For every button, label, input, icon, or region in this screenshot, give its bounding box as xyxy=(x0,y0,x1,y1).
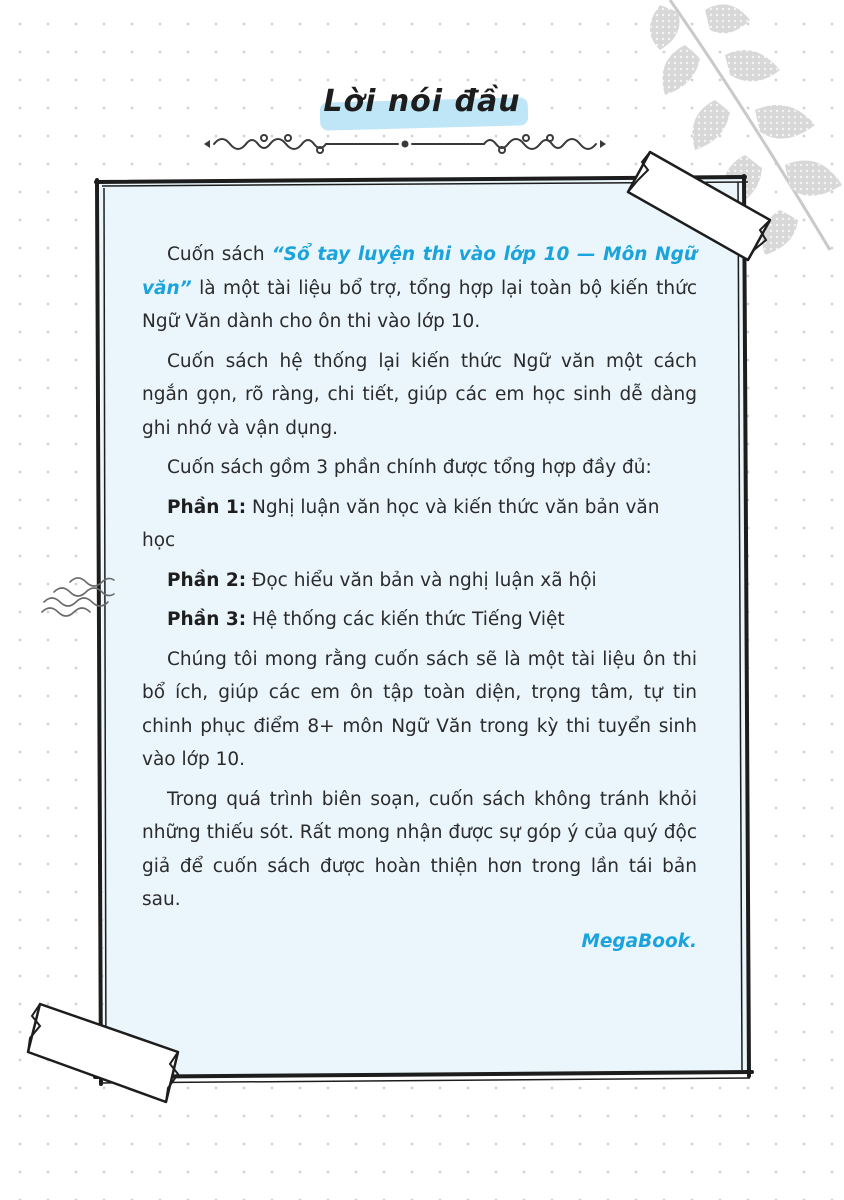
wave-decoration-icon xyxy=(40,568,120,628)
intro-prefix: Cuốn sách xyxy=(167,244,272,265)
part-3-label: Phần 3: xyxy=(167,609,247,630)
part-2-item xyxy=(142,564,697,598)
paragraph-summary: Cuốn sách hệ thống lại kiến thức Ngữ văn một cách ngắn gọn, rõ ràng, chi tiết, giúp các em học sinh dễ dàng ghi nhớ và vận dụng. xyxy=(142,350,697,439)
page-title: Lời nói đầu xyxy=(323,84,521,119)
paragraph-hope: Chúng tôi mong rằng cuốn sách sẽ là một tài liệu ôn thi bổ ích, giúp các em ôn tập toàn diện, trọng tâm, tự tin chinh phục điểm 8+ môn Ngữ Văn trong kỳ thi tuyển sinh vào lớp 10. xyxy=(142,648,697,770)
part-2-text: Đọc hiểu văn bản và nghị luận xã hội xyxy=(246,569,597,591)
tape-bottom-left-icon xyxy=(20,990,190,1120)
part-2-label: Phần 2: xyxy=(167,569,247,591)
part-1-label: Phần 1: xyxy=(167,496,247,518)
part-1-item xyxy=(142,491,697,558)
paragraph-intro xyxy=(142,238,697,339)
intro-suffix: là một tài liệu bổ trợ, tổng hợp lại toàn bộ kiến thức Ngữ Văn dành cho ôn thi vào lớp 10. xyxy=(142,277,697,332)
paragraph-structure: Cuốn sách gồm 3 phần chính được tổng hợp đầy đủ: xyxy=(167,457,652,478)
book-title-quote: “Sổ tay luyện thi vào lớp 10 — Môn Ngữ văn” xyxy=(142,244,697,299)
preface-body xyxy=(142,238,697,964)
paragraph-feedback: Trong quá trình biên soạn, cuốn sách không tránh khỏi những thiếu sót. Rất mong nhận được sự góp ý của quý độc giả để cuốn sách được hoàn thiện hơn trong lần tái bản sau. xyxy=(142,788,697,910)
part-3-text: Hệ thống các kiến thức Tiếng Việt xyxy=(246,609,565,630)
part-1-text: Nghị luận văn học và kiến thức văn bản văn học xyxy=(142,496,660,551)
part-3-item xyxy=(142,603,697,637)
signature: MegaBook. xyxy=(581,930,697,952)
